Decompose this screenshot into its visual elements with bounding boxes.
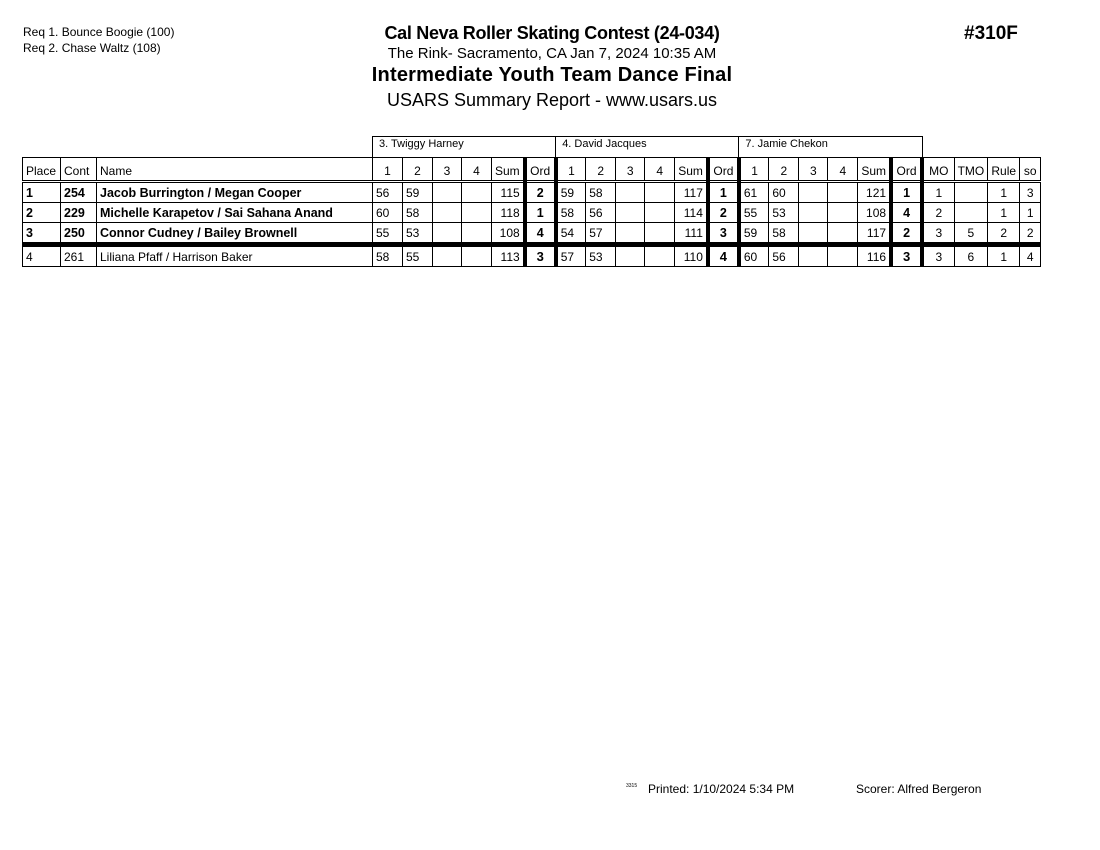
j3-ord: 2 [891,223,922,245]
j3-s4 [828,245,858,267]
j1-s1: 58 [373,245,403,267]
j3-s3 [799,245,828,267]
table-row [23,203,1041,223]
col-j3-sum: Sum [858,158,891,182]
j1-sum: 113 [492,245,525,267]
j1-s4 [462,203,492,223]
j3-s3 [799,223,828,245]
so: 4 [1020,245,1041,267]
col-name: Name [97,158,373,182]
tmo: 5 [954,223,988,245]
j2-sum: 110 [675,245,708,267]
j1-sum: 108 [492,223,525,245]
j2-s2: 56 [586,203,616,223]
column-header-row [23,158,1041,182]
j1-ord: 4 [525,223,556,245]
j3-ord: 1 [891,182,922,203]
j3-s2: 56 [769,245,799,267]
col-mo: MO [922,158,954,182]
col-j2-ord: Ord [708,158,739,182]
j1-s3 [433,182,462,203]
col-j3-s4: 4 [828,158,858,182]
j2-s3 [616,223,645,245]
j2-s3 [616,182,645,203]
col-cont: Cont [61,158,97,182]
blank-cell [23,137,373,158]
j3-s1: 59 [739,223,769,245]
j3-sum: 117 [858,223,891,245]
judge-3-name: 7. Jamie Chekon [739,137,922,158]
j3-s1: 55 [739,203,769,223]
name: Michelle Karapetov / Sai Sahana Anand [97,203,373,223]
results-table [22,136,1041,267]
j2-s4 [645,223,675,245]
scorer-name: Scorer: Alfred Bergeron [856,782,982,796]
col-j2-s4: 4 [645,158,675,182]
j2-ord: 2 [708,203,739,223]
j3-ord: 3 [891,245,922,267]
name: Liliana Pfaff / Harrison Baker [97,245,373,267]
requested-dance-2: Req 2. Chase Waltz (108) [23,41,161,55]
so: 1 [1020,203,1041,223]
j3-sum: 116 [858,245,891,267]
col-tmo: TMO [954,158,988,182]
j2-ord: 1 [708,182,739,203]
col-j3-ord: Ord [891,158,922,182]
col-j1-s2: 2 [403,158,433,182]
so: 3 [1020,182,1041,203]
col-j3-s2: 2 [769,158,799,182]
contest-title: Cal Neva Roller Skating Contest (24-034) [384,23,720,43]
venue-datetime: The Rink- Sacramento, CA Jan 7, 2024 10:35 AM [387,45,717,62]
judge-1-name: 3. Twiggy Harney [373,137,556,158]
j2-ord: 3 [708,223,739,245]
j1-s4 [462,223,492,245]
table-row [23,182,1041,203]
col-so: so [1020,158,1041,182]
requested-dance-1: Req 1. Bounce Boogie (100) [23,25,175,39]
j2-s4 [645,182,675,203]
j3-sum: 121 [858,182,891,203]
j2-sum: 111 [675,223,708,245]
j1-ord: 2 [525,182,556,203]
name: Jacob Burrington / Megan Cooper [97,182,373,203]
j1-s2: 58 [403,203,433,223]
j2-sum: 117 [675,182,708,203]
event-name: Intermediate Youth Team Dance Final [371,64,733,86]
mo: 1 [922,182,954,203]
name: Connor Cudney / Bailey Brownell [97,223,373,245]
j1-s3 [433,203,462,223]
place: 1 [23,182,61,203]
j1-s1: 55 [373,223,403,245]
tmo [954,182,988,203]
col-rule: Rule [988,158,1020,182]
j1-ord: 3 [525,245,556,267]
tmo: 6 [954,245,988,267]
j2-s1: 57 [556,245,586,267]
col-j2-s1: 1 [556,158,586,182]
j1-s1: 60 [373,203,403,223]
j2-sum: 114 [675,203,708,223]
j3-s2: 53 [769,203,799,223]
mo: 2 [922,203,954,223]
judge-header-row [23,137,1041,158]
j1-s2: 59 [403,182,433,203]
j1-sum: 118 [492,203,525,223]
printed-timestamp: Printed: 1/10/2024 5:34 PM [648,782,795,796]
j2-s3 [616,245,645,267]
j2-s3 [616,203,645,223]
col-j2-s2: 2 [586,158,616,182]
col-j1-s3: 3 [433,158,462,182]
j3-s3 [799,182,828,203]
cont: 250 [61,223,97,245]
so: 2 [1020,223,1041,245]
j1-sum: 115 [492,182,525,203]
col-j3-s1: 1 [739,158,769,182]
table-row [23,245,1041,267]
rule: 2 [988,223,1020,245]
j2-s2: 53 [586,245,616,267]
place: 4 [23,245,61,267]
tmo [954,203,988,223]
j1-ord: 1 [525,203,556,223]
j2-s4 [645,203,675,223]
mo: 3 [922,245,954,267]
j2-s1: 58 [556,203,586,223]
j3-s3 [799,203,828,223]
j3-s2: 60 [769,182,799,203]
col-j2-sum: Sum [675,158,708,182]
j1-s3 [433,223,462,245]
j2-s1: 54 [556,223,586,245]
rule: 1 [988,245,1020,267]
j1-s2: 53 [403,223,433,245]
judge-2-name: 4. David Jacques [556,137,739,158]
cont: 254 [61,182,97,203]
place: 2 [23,203,61,223]
cont: 229 [61,203,97,223]
table-row [23,223,1041,245]
j3-s1: 60 [739,245,769,267]
j2-ord: 4 [708,245,739,267]
event-number: #310F [964,23,1018,44]
j3-ord: 4 [891,203,922,223]
col-j3-s3: 3 [799,158,828,182]
col-j1-sum: Sum [492,158,525,182]
col-j1-ord: Ord [525,158,556,182]
j3-s2: 58 [769,223,799,245]
rule: 1 [988,182,1020,203]
j2-s2: 58 [586,182,616,203]
col-j1-s4: 4 [462,158,492,182]
j3-s4 [828,182,858,203]
j1-s4 [462,182,492,203]
j1-s4 [462,245,492,267]
col-j2-s3: 3 [616,158,645,182]
blank-cell [922,137,1041,158]
j3-s4 [828,203,858,223]
j2-s1: 59 [556,182,586,203]
place: 3 [23,223,61,245]
j3-s4 [828,223,858,245]
mo: 3 [922,223,954,245]
j2-s2: 57 [586,223,616,245]
j1-s3 [433,245,462,267]
report-name: USARS Summary Report - www.usars.us [386,90,718,110]
col-place: Place [23,158,61,182]
cont: 261 [61,245,97,267]
j2-s4 [645,245,675,267]
rule: 1 [988,203,1020,223]
version-label: 3315 [626,783,638,789]
j1-s2: 55 [403,245,433,267]
col-j1-s1: 1 [373,158,403,182]
j1-s1: 56 [373,182,403,203]
j3-s1: 61 [739,182,769,203]
j3-sum: 108 [858,203,891,223]
